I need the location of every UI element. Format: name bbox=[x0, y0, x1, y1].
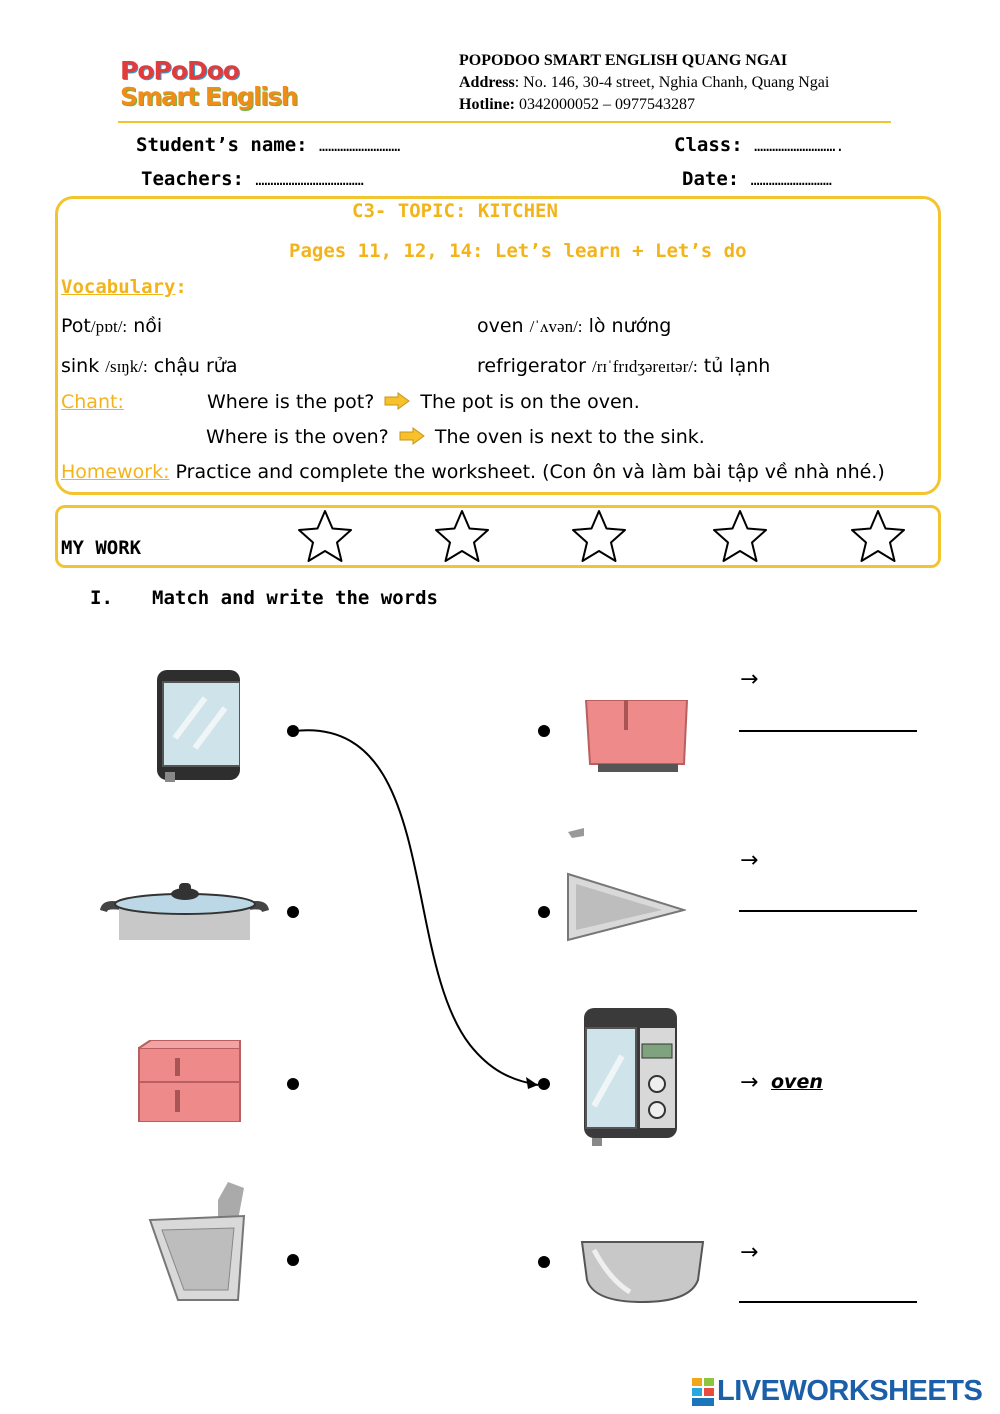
exercise-number: I. bbox=[90, 587, 113, 609]
liveworksheets-icon bbox=[692, 1378, 714, 1406]
star-icon[interactable] bbox=[296, 509, 354, 563]
pot-picture bbox=[580, 1240, 705, 1306]
chant-line-1: Where is the pot? The pot is on the oven. bbox=[207, 391, 640, 413]
liveworksheets-logo bbox=[692, 1375, 982, 1408]
chant-line-2: Where is the oven? The oven is next to the sink. bbox=[206, 426, 705, 448]
answer-line-4[interactable] bbox=[739, 1301, 917, 1303]
refrigerator-picture bbox=[584, 700, 689, 773]
lesson-title: C3- TOPIC: KITCHEN bbox=[352, 200, 558, 222]
vocab-oven: oven /ˈʌvən/: lò nướng bbox=[477, 315, 672, 337]
star-icon[interactable] bbox=[570, 509, 628, 563]
left-match-dot-4[interactable] bbox=[287, 1254, 299, 1266]
answer-arrow-3: → bbox=[740, 1070, 759, 1095]
pot-picture bbox=[97, 880, 272, 942]
date-field[interactable]: Date: ……………………… bbox=[682, 168, 832, 190]
star-icon[interactable] bbox=[433, 509, 491, 563]
my-work-box bbox=[55, 505, 941, 568]
answer-text-3[interactable]: oven bbox=[771, 1071, 823, 1093]
microwave-oven-picture bbox=[582, 1006, 679, 1146]
homework-line: Homework: Practice and complete the worksheet. (Con ôn và làm bài tập về nhà nhé.) bbox=[61, 461, 885, 483]
school-info bbox=[459, 50, 829, 116]
header-divider bbox=[118, 121, 891, 123]
refrigerator-picture bbox=[137, 1040, 242, 1122]
example-match-line bbox=[290, 725, 550, 1090]
right-match-dot-4[interactable] bbox=[538, 1256, 550, 1268]
exercise-title: Match and write the words bbox=[152, 587, 438, 609]
vocab-refrigerator: refrigerator /rɪˈfrɪdʒəreɪtər/: tủ lạnh bbox=[477, 355, 771, 377]
teacher-field[interactable]: Teachers: ……………………………… bbox=[141, 168, 364, 190]
star-icon[interactable] bbox=[849, 509, 907, 563]
answer-arrow-2: → bbox=[740, 848, 759, 873]
star-icon[interactable] bbox=[711, 509, 769, 563]
class-field[interactable]: Class: ………………………. bbox=[674, 134, 845, 156]
vocab-sink: sink /sɪŋk/: chậu rửa bbox=[61, 355, 238, 377]
right-arrow-icon bbox=[399, 427, 425, 445]
answer-arrow-4: → bbox=[740, 1240, 759, 1265]
logo-line2: Smart English bbox=[120, 82, 297, 111]
right-arrow-icon bbox=[384, 392, 410, 410]
chant-label: Chant: bbox=[61, 391, 124, 413]
lesson-pages: Pages 11, 12, 14: Let’s learn + Let’s do bbox=[289, 240, 747, 262]
school-hotline: Hotline: 0342000052 – 0977543287 bbox=[459, 96, 695, 113]
logo-line1: PoPoDoo bbox=[120, 56, 240, 85]
my-work-label: MY WORK bbox=[61, 537, 142, 559]
school-logo bbox=[120, 58, 305, 118]
student-name-field[interactable]: Student’s name: ……………………… bbox=[136, 134, 401, 156]
sink-picture bbox=[566, 826, 686, 942]
sink-picture bbox=[148, 1180, 248, 1302]
vocabulary-heading: Vocabulary: bbox=[61, 276, 187, 298]
vocab-pot: Pot/pɒt/: nồi bbox=[61, 315, 163, 337]
answer-line-2[interactable] bbox=[739, 910, 917, 912]
liveworksheets-text: LIVEWORKSHEETS bbox=[717, 1375, 983, 1407]
answer-line-1[interactable] bbox=[739, 730, 917, 732]
answer-arrow-1: → bbox=[740, 667, 759, 692]
school-name: POPODOO SMART ENGLISH QUANG NGAI bbox=[459, 52, 788, 69]
school-address: Address: No. 146, 30-4 street, Nghia Chanh, Quang Ngai bbox=[459, 74, 830, 91]
oven-picture bbox=[155, 668, 240, 788]
